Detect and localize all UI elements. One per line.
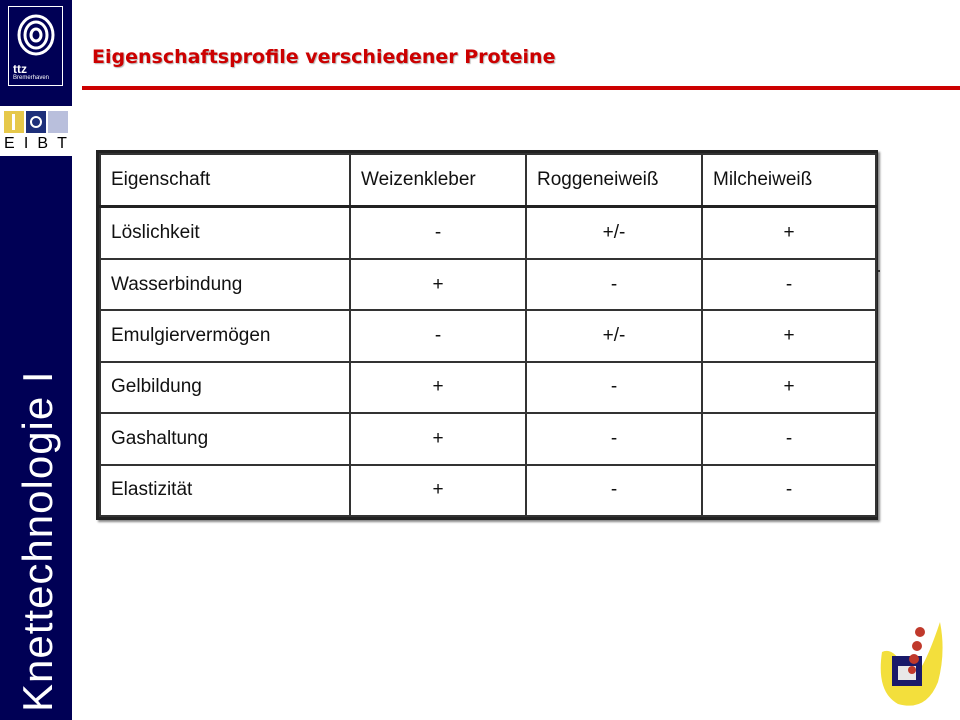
sidebar xyxy=(0,0,72,720)
value-cell: + xyxy=(350,465,526,516)
eibt-letter: B xyxy=(37,135,50,152)
table-row xyxy=(100,310,876,361)
table-row xyxy=(100,362,876,413)
vertical-course-title: Knettechnologie I xyxy=(14,370,61,712)
table-row xyxy=(100,465,876,516)
value-cell: - xyxy=(702,259,876,310)
property-cell: Emulgiervermögen xyxy=(100,310,350,361)
property-cell: Elastizität xyxy=(100,465,350,516)
eibt-letter: I xyxy=(23,135,30,152)
property-cell: Wasserbindung xyxy=(100,259,350,310)
property-cell: Gashaltung xyxy=(100,413,350,464)
ttz-swirl-icon xyxy=(17,13,55,59)
value-cell: + xyxy=(350,413,526,464)
bread-icon xyxy=(48,111,68,133)
header-cell: Milcheiweiß xyxy=(702,154,876,206)
value-cell: + xyxy=(702,206,876,258)
title-divider xyxy=(82,86,960,90)
value-cell: - xyxy=(526,465,702,516)
property-cell: Löslichkeit xyxy=(100,206,350,258)
stray-mark xyxy=(878,270,880,272)
value-cell: + xyxy=(702,310,876,361)
table-header-row xyxy=(100,154,876,206)
value-cell: - xyxy=(702,413,876,464)
wheat-stalk-icon xyxy=(12,114,15,130)
value-cell: + xyxy=(350,259,526,310)
value-cell: +/- xyxy=(526,206,702,258)
eibt-icons xyxy=(4,111,68,133)
value-cell: - xyxy=(350,310,526,361)
value-cell: - xyxy=(526,362,702,413)
corner-logo-icon xyxy=(868,612,948,712)
value-cell: + xyxy=(702,362,876,413)
eibt-logo xyxy=(0,106,72,156)
protein-property-table xyxy=(96,150,878,520)
eibt-letter: T xyxy=(57,135,68,152)
property-cell: Gelbildung xyxy=(100,362,350,413)
header-cell: Weizenkleber xyxy=(350,154,526,206)
value-cell: - xyxy=(702,465,876,516)
ttz-logo xyxy=(8,6,63,86)
eibt-letters xyxy=(0,135,72,153)
table-row xyxy=(100,206,876,258)
snowflake-icon xyxy=(26,111,46,133)
ttz-logo-sub: Bremerhaven xyxy=(13,75,50,81)
value-cell: - xyxy=(350,206,526,258)
value-cell: +/- xyxy=(526,310,702,361)
eibt-letter: E xyxy=(4,135,16,152)
value-cell: - xyxy=(526,413,702,464)
header-cell: Eigenschaft xyxy=(100,154,350,206)
value-cell: + xyxy=(350,362,526,413)
header-cell: Roggeneiweiß xyxy=(526,154,702,206)
table-row xyxy=(100,259,876,310)
ttz-logo-name: ttz xyxy=(13,62,27,76)
table-row xyxy=(100,413,876,464)
value-cell: - xyxy=(526,259,702,310)
slide-title: Eigenschaftsprofile verschiedener Proteine xyxy=(92,46,556,68)
